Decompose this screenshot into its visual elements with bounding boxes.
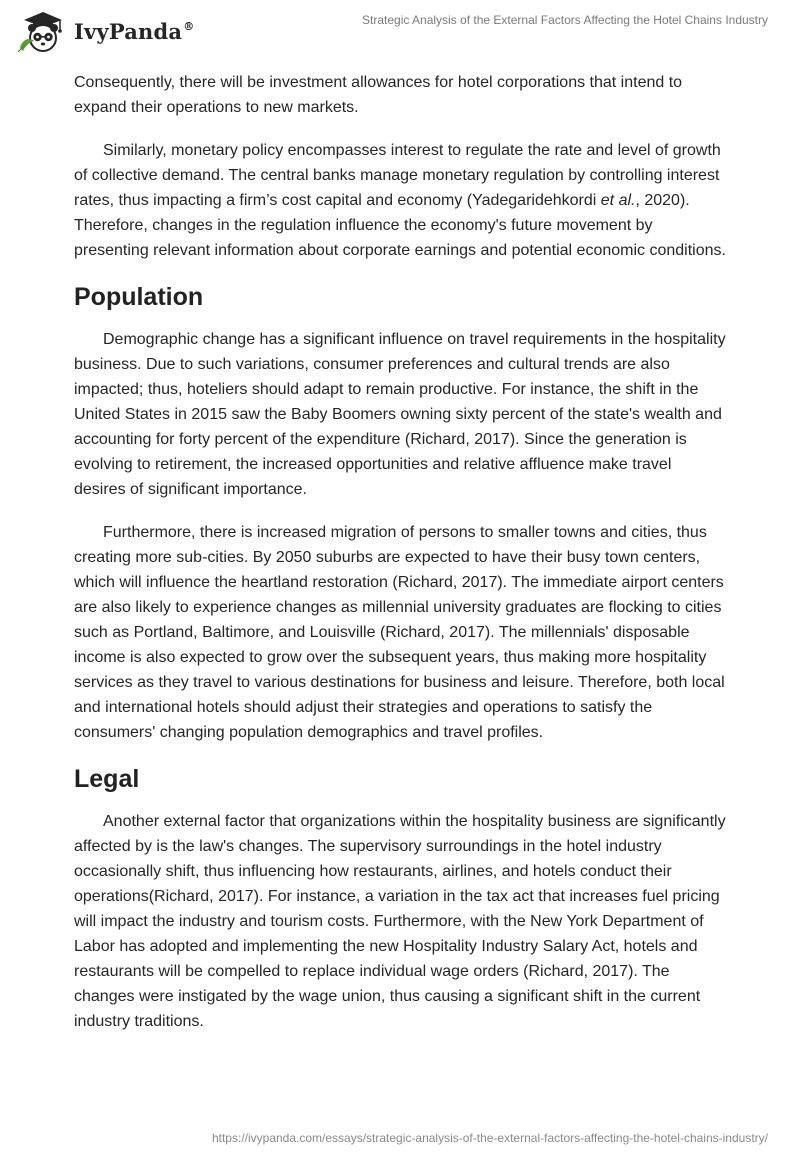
paragraph-3: Demographic change has a significant influence on travel requirements in the hospitality business. Due to such variations, consumer preferences and cultural trends are also impacted; thus, hoteliers should adapt to remain productive. For instance, the shift in the United States in 2015 saw the Baby Boomers owning sixty percent of the state's wealth and accounting for forty percent of the expenditure (Richard, 2017). Since the generation is evolving to retirement, the increased opportunities and relative affluence make travel desires of significant importance. — [74, 331, 726, 498]
heading-legal: Legal — [74, 765, 140, 793]
paragraph-1: Consequently, there will be investment allowances for hotel corporations that intend to expand their operations to new markets. — [74, 74, 683, 116]
page-header — [0, 0, 800, 62]
registered-mark: ® — [183, 19, 195, 33]
ivypanda-logo[interactable] — [16, 8, 194, 54]
footer-url[interactable]: https://ivypanda.com/essays/strategic-analysis-of-the-external-factors-affecting-the-hotel-chains-industry/ — [211, 1131, 768, 1145]
paragraph-5: Another external factor that organizations within the hospitality business are significantly affected by is the law's changes. The supervisory surroundings in the hotel industry occasionally shift, thus influencing how restaurants, airlines, and hotels conduct their operations(Richard, 2017). For instance, a variation in the tax act that increases fuel pricing will impact the industry and tourism costs. Furthermore, with the New York Department of Labor has adopted and implementing the new Hospitality Industry Salary Act, hotels and restaurants will be compelled to replace individual wage orders (Richard, 2017). The changes were instigated by the wage union, thus causing a significant shift in the current industry traditions. — [74, 813, 726, 1030]
panda-graduate-icon — [16, 8, 68, 54]
paragraph-4: Furthermore, there is increased migration of persons to smaller towns and cities, thus creating more sub-cities. By 2050 suburbs are expected to have their busy town centers, which will influence the heartland restoration (Richard, 2017). The immediate airport centers are also likely to experience changes as millennial university graduates are flocking to cities such as Portland, Baltimore, and Louisville (Richard, 2017). The millennials' disposable income is also expected to grow over the subsequent years, thus making more hospitality services as they travel to various destinations for business and leisure. Therefore, both local and international hotels should adjust their strategies and operations to satisfy the consumers' changing population demographics and travel profiles. — [74, 524, 725, 741]
brand-name: IvyPanda® — [74, 18, 195, 44]
paragraph-2-text-b: , 2020). Therefore, changes in the regulation influence the economy's future movement by presenting relevant information about corporate earnings and potential economic conditions. — [74, 192, 726, 259]
paragraph-2-italic: et al. — [600, 192, 636, 209]
paragraph-2 — [74, 138, 726, 263]
document-title: Strategic Analysis of the External Factors Affecting the Hotel Chains Industry — [362, 13, 768, 27]
heading-population: Population — [74, 283, 204, 311]
paragraph-2-text-a: Similarly, monetary policy encompasses interest to regulate the rate and level of growth of collective demand. The central banks manage monetary regulation by controlling interest rates, thus impacting a firm’s cost capital and economy (Yadegaridehkordi — [74, 142, 721, 209]
essay-content — [74, 70, 726, 1052]
